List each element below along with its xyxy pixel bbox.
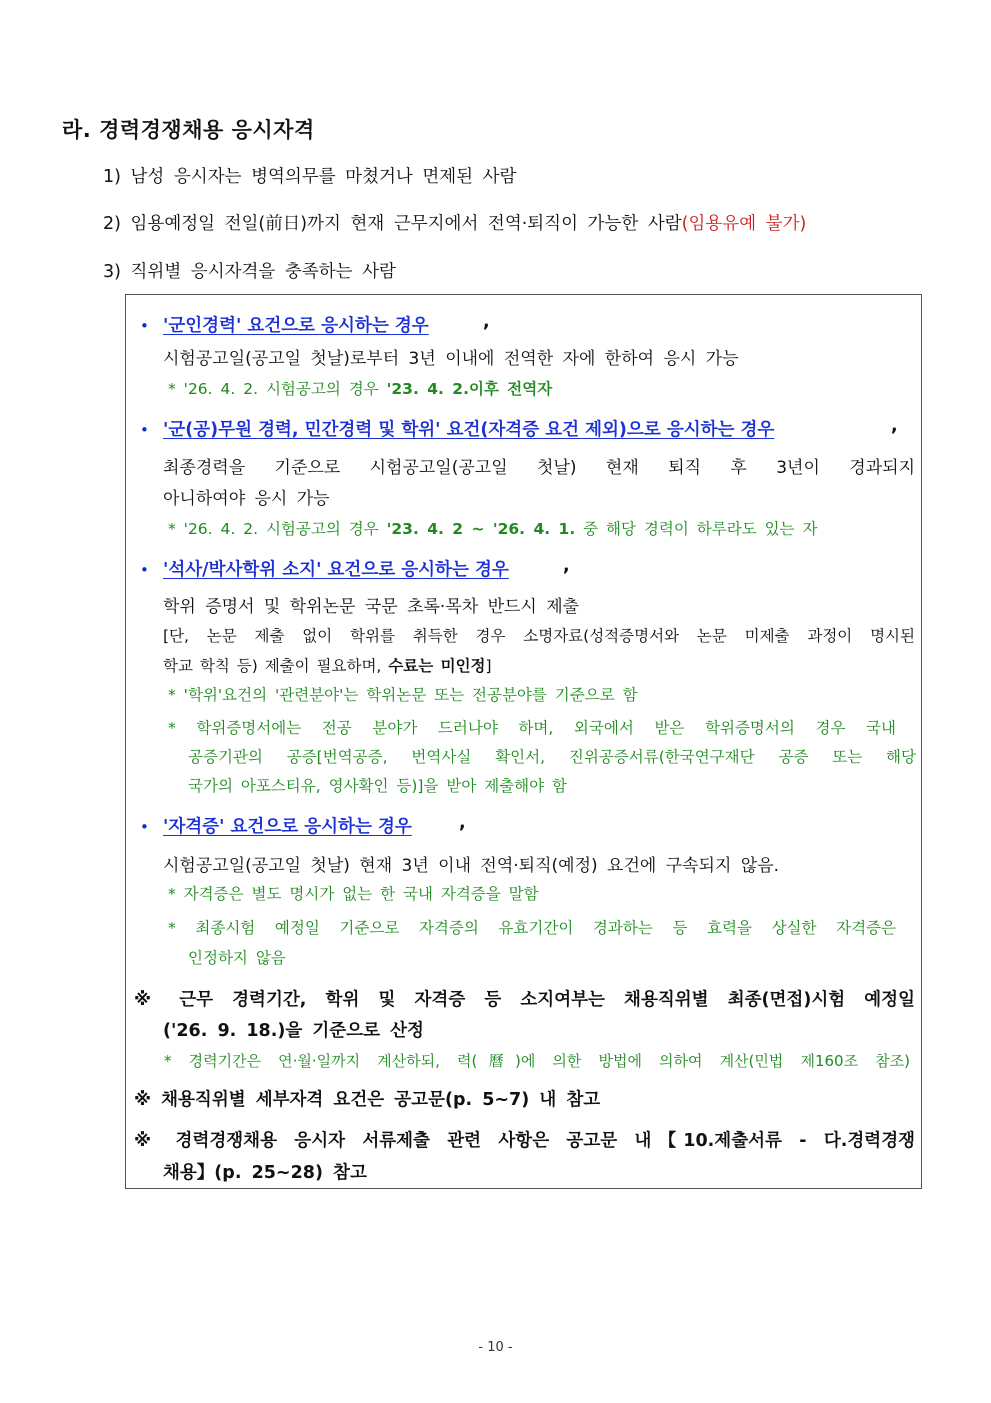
ref-career-period-line-1: ※ 근무 경력기간, 학위 및 자격증 등 소지여부는 채용직위별 최종(면접)시험 예정일: [134, 990, 915, 1010]
career-degree-note: [168, 517, 817, 539]
heading-comma: ,: [563, 556, 570, 576]
masters-phd-small-2: [163, 654, 492, 676]
certificate-note-1: * 자격증은 별도 명시가 없는 한 국내 자격증을 말함: [168, 885, 539, 903]
ref-document-submission-line-2: 채용】(p. 25~28) 참고: [163, 1163, 367, 1183]
qualification-item-3: 3) 직위별 응시자격을 충족하는 사람: [103, 262, 396, 282]
career-degree-body-1: 최종경력을 기준으로 시험공고일(공고일 첫날) 현재 퇴직 후 3년이 경과되지: [163, 458, 915, 478]
masters-phd-note-2-line-1: * 학위증명서에는 전공 분야가 드러나야 하며, 외국에서 받은 학위증명서의 경우 국내: [168, 719, 896, 737]
certificate-note-2-line-1: * 최종시험 예정일 기준으로 자격증의 유효기간이 경과하는 등 효력을 상실한 자격증은: [168, 919, 896, 937]
masters-phd-heading-text: '석사/박사학위 소지' 요건으로 응시하는 경우: [163, 560, 509, 580]
heading-comma: ,: [459, 813, 466, 833]
heading-comma: ,: [483, 312, 490, 332]
certificate-heading: [163, 813, 412, 838]
masters-phd-body: 학위 증명서 및 학위논문 국문 초록·목차 반드시 제출: [163, 597, 580, 617]
note-prefix: * '26. 4. 2. 시험공고의 경우: [168, 520, 387, 538]
career-degree-heading: [163, 416, 774, 441]
note-suffix: 중 해당 경력이 하루라도 있는 자: [575, 520, 818, 538]
small-end: ]: [485, 657, 492, 675]
career-degree-body-2: 아니하여야 응시 가능: [163, 489, 330, 509]
masters-phd-small-1: [단, 논문 제출 없이 학위를 취득한 경우 소명자료(성적증명서와 논문 미제출 과정이 명시된: [163, 627, 915, 645]
note-prefix: * '26. 4. 2. 시험공고의 경우: [168, 380, 387, 398]
note-bold: '23. 4. 2.이후 전역자: [386, 380, 553, 398]
qualification-item-2: [103, 210, 806, 235]
bullet-icon: •: [140, 561, 149, 579]
masters-phd-note-2-line-3: 국가의 아포스티유, 영사확인 등)]을 받아 제출해야 함: [188, 777, 568, 795]
certificate-note-2-line-2: 인정하지 않음: [188, 949, 286, 967]
masters-phd-note-1: * '학위'요건의 '관련분야'는 학위논문 또는 전공분야를 기준으로 함: [168, 686, 638, 704]
small-text: 학교 학칙 등) 제출이 필요하며,: [163, 657, 389, 675]
section-title: 라. 경력경쟁채용 응시자격: [62, 118, 315, 142]
military-career-note: [168, 377, 552, 399]
deferral-not-allowed-note: (임용유예 불가): [681, 214, 807, 234]
qualification-item-1: 1) 남성 응시자는 병역의무를 마쳤거나 면제된 사람: [103, 167, 517, 187]
note-bold: '23. 4. 2 ~ '26. 4. 1.: [386, 520, 576, 538]
career-degree-heading-text: '군(공)무원 경력, 민간경력 및 학위' 요건(자격증 요건 제외)으로 응시하는 경우: [163, 420, 775, 440]
certificate-heading-text: '자격증' 요건으로 응시하는 경우: [163, 817, 412, 837]
bullet-icon: •: [140, 421, 149, 439]
military-career-heading: [163, 312, 429, 337]
ref-document-submission-line-1: ※ 경력경쟁채용 응시자 서류제출 관련 사항은 공고문 내【10.제출서류 - 다.경력경쟁: [134, 1131, 915, 1151]
certificate-body: 시험공고일(공고일 첫날) 현재 3년 이내 전역·퇴직(예정) 요건에 구속되지 않음.: [163, 856, 780, 876]
heading-comma: ,: [891, 416, 898, 436]
qualification-item-2-text: 2) 임용예정일 전일(前日)까지 현재 근무지에서 전역·퇴직이 가능한 사람: [103, 214, 682, 234]
ref-detailed-qualifications: ※ 채용직위별 세부자격 요건은 공고문(p. 5~7) 내 참고: [134, 1090, 601, 1110]
ref-career-period-line-2: ('26. 9. 18.)을 기준으로 산정: [163, 1021, 424, 1041]
bullet-icon: •: [140, 317, 149, 335]
masters-phd-heading: [163, 556, 509, 581]
military-career-body: 시험공고일(공고일 첫날)로부터 3년 이내에 전역한 자에 한하여 응시 가능: [163, 349, 739, 369]
bullet-icon: •: [140, 818, 149, 836]
page-number: - 10 -: [478, 1340, 513, 1355]
completion-not-recognized: 수료는 미인정: [388, 657, 486, 675]
requirements-box: [125, 294, 922, 1189]
military-career-heading-text: '군인경력' 요건으로 응시하는 경우: [163, 316, 429, 336]
ref-career-period-note: * 경력기간은 연·월·일까지 계산하되, 력(曆)에 의한 방법에 의하여 계산(민법 제160조 참조): [164, 1052, 910, 1070]
masters-phd-note-2-line-2: 공증기관의 공증[번역공증, 번역사실 확인서, 진위공증서류(한국연구재단 공증 또는 해당: [188, 748, 916, 766]
